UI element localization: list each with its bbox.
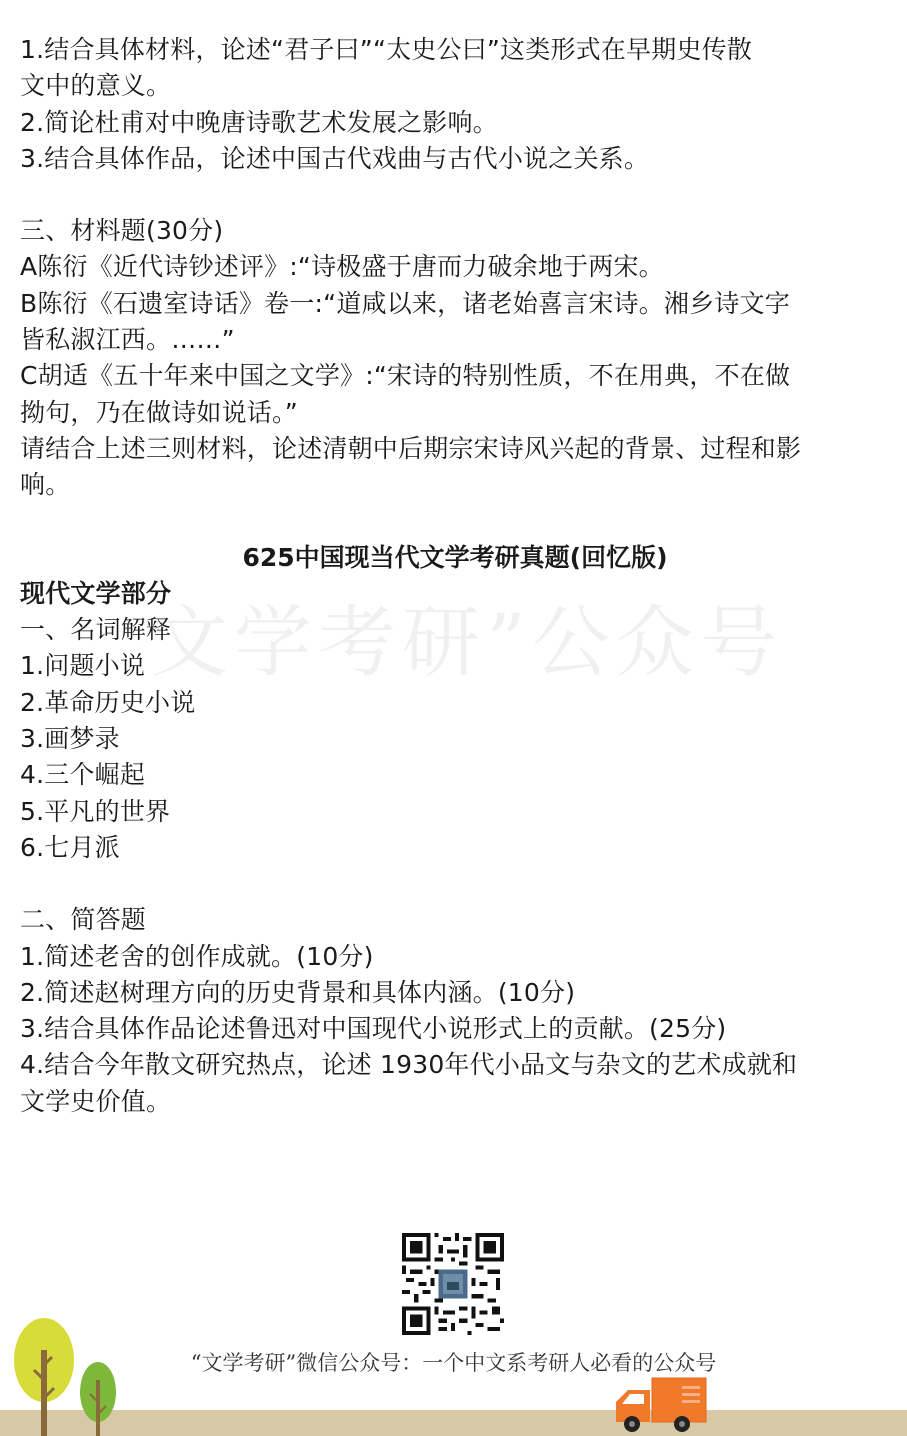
material-line: 皆私淑江西。……” [20,325,235,355]
qr-code-image [402,1233,504,1335]
question-line: 文中的意义。 [20,71,172,101]
question-line: 1.结合具体材料，论述“君子曰”“太史公曰”这类形式在早期史传散 [20,35,753,64]
material-line: 拗句，乃在做诗如说话。” [20,397,298,427]
ground-strip [0,1410,907,1436]
question-line: 文学史价值。 [20,1086,172,1116]
question-line: 2.简论杜甫对中晚唐诗歌艺术发展之影响。 [20,107,498,137]
material-line: B陈衍《石遗室诗话》卷一:“道咸以来，诸老始喜言宋诗。湘乡诗文字 [20,288,790,318]
question-line: 3.结合具体作品，论述中国古代戏曲与古代小说之关系。 [20,143,650,173]
question-line: 1.简述老舍的创作成就。(10分) [20,941,374,971]
question-line: 3.结合具体作品论述鲁迅对中国现代小说形式上的贡献。(25分) [20,1014,727,1044]
term-item: 5.平凡的世界 [20,796,171,826]
section-heading: 一、名词解释 [20,615,172,645]
watermark-text: 文学考研”公众号 [150,598,784,688]
part-title: 现代文学部分 [20,578,172,608]
question-line: 4.结合今年散文研究热点，论述 1930年代小品文与杂文的艺术成就和 [20,1050,798,1080]
term-item: 3.画梦录 [20,724,120,754]
trees-illustration [8,1310,128,1436]
truck-illustration [612,1376,712,1436]
material-line: 响。 [20,470,71,500]
section-heading: 三、材料题(30分) [20,216,224,246]
spacer [20,504,890,540]
question-line: 2.简述赵树理方向的历史背景和具体内涵。(10分) [20,977,576,1007]
term-item: 2.革命历史小说 [20,687,196,717]
section-heading: 二、简答题 [20,905,147,935]
material-line: C胡适《五十年来中国之文学》:“宋诗的特别性质，不在用典，不在做 [20,361,791,391]
document-body [20,32,890,1120]
term-item: 4.三个崛起 [20,760,146,790]
term-item: 1.问题小说 [20,651,146,681]
footer-caption: “文学考研”微信公众号：一个中文系考研人必看的公众号 [190,1351,717,1375]
material-line: 请结合上述三则材料，论述清朝中后期宗宋诗风兴起的背景、过程和影 [20,433,802,463]
spacer [20,866,890,902]
material-line: A陈衍《近代诗钞述评》:“诗极盛于唐而力破余地于两宋。 [20,252,664,282]
term-item: 6.七月派 [20,832,120,862]
exam-title: 625中国现当代文学考研真题(回忆版) [242,542,668,572]
spacer [20,177,890,213]
